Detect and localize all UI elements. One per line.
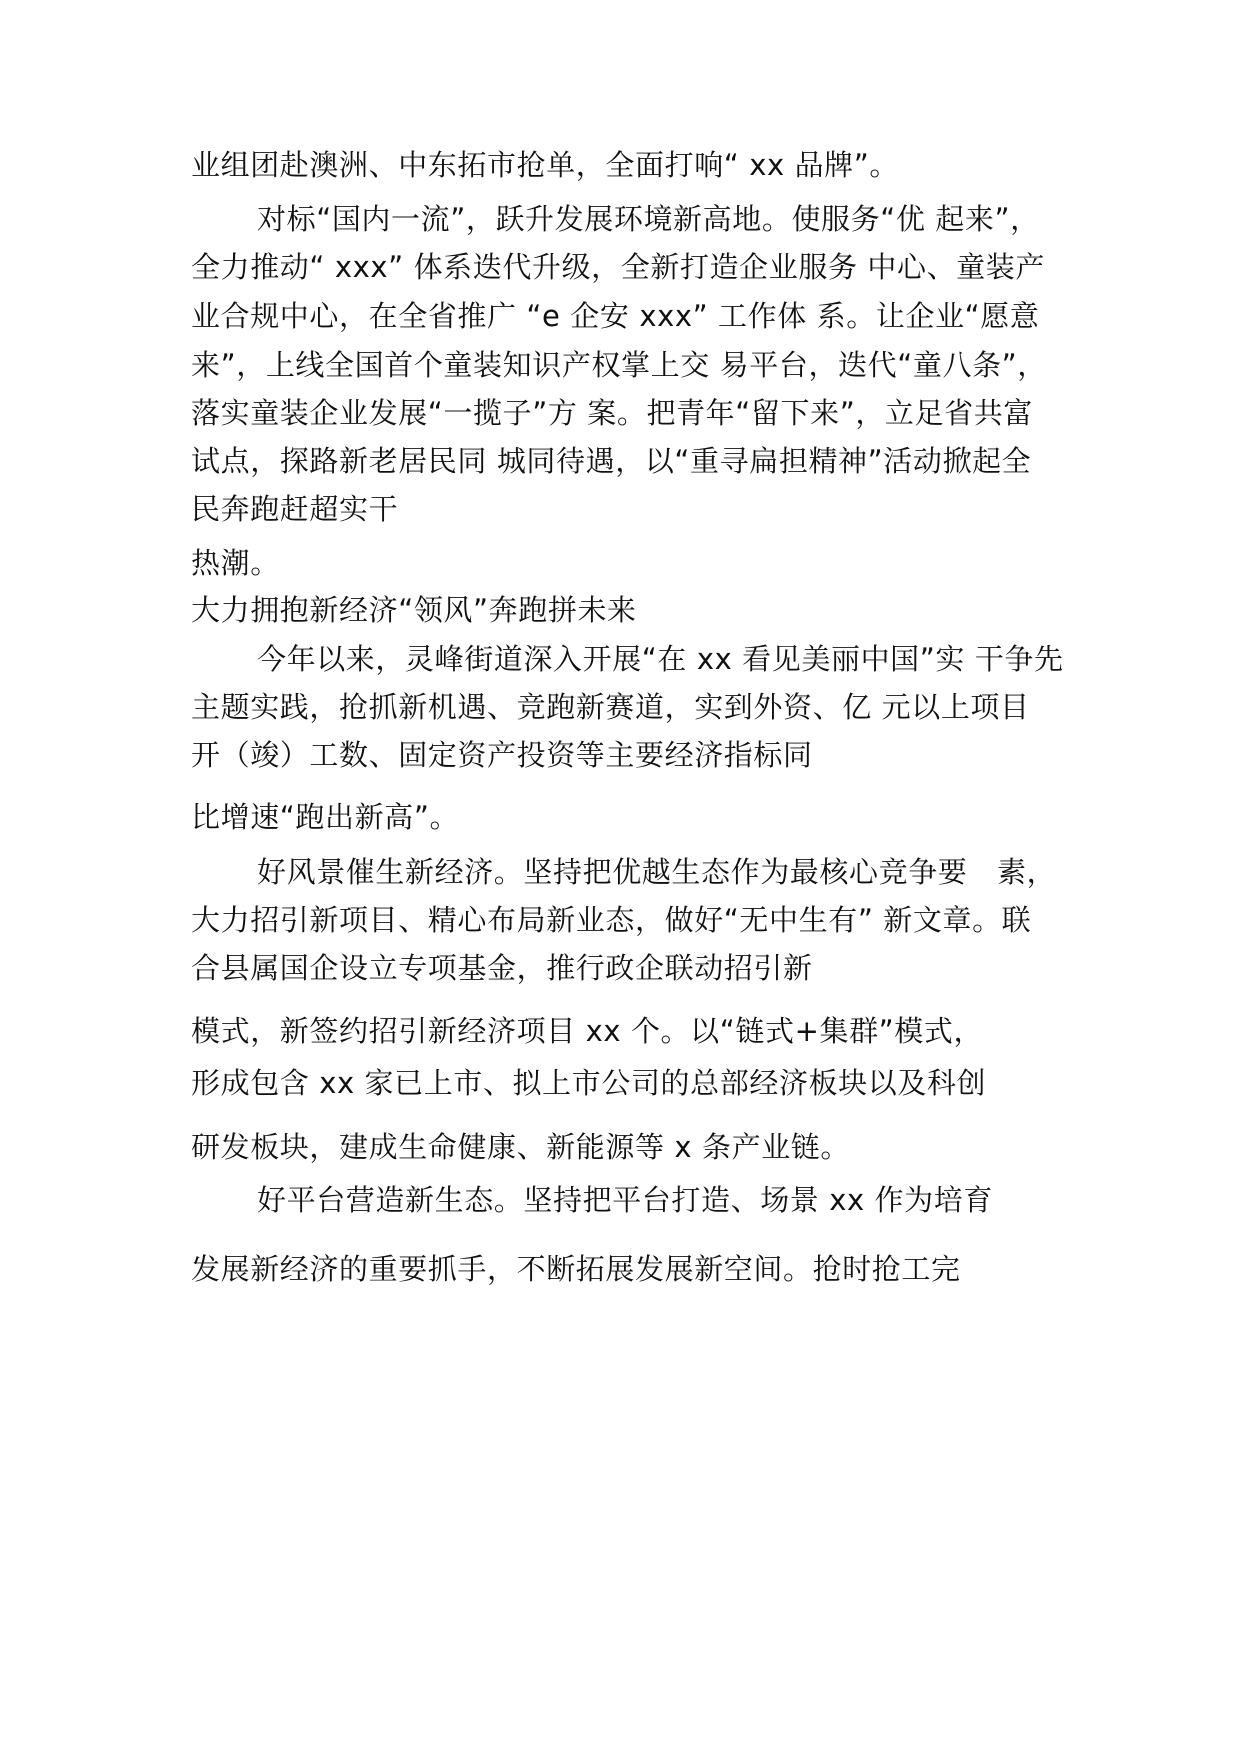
text-line-3: 全力推动“ xxx” 体系迭代升级，全新打造企业服务 中心、童装产 — [191, 250, 1045, 284]
text-line-22: 发展新经济的重要抓手，不断拓展发展新空间。抢时抢工完 — [191, 1252, 961, 1286]
section-heading: 大力拥抱新经济“领风”奔跑拼未来 — [191, 593, 637, 627]
text-line-20: 研发板块，建成生命健康、新能源等 x 条产业链。 — [191, 1130, 850, 1164]
text-line-16: 大力招引新项目、精心布局新业态，做好“无中生有” 新文章。联 — [191, 903, 1032, 937]
text-line-17: 合县属国企设立专项基金，推行政企联动招引新 — [191, 951, 813, 985]
text-line-13: 开（竣）工数、固定资产投资等主要经济指标同 — [191, 738, 813, 772]
text-line-11: 今年以来，灵峰街道深入开展“在 xx 看见美丽中国”实 干争先 — [257, 642, 1064, 676]
text-line-12: 主题实践，抢抓新机遇、竞跑新赛道，实到外资、亿 元以上项目 — [191, 690, 1030, 724]
text-line-19: 形成包含 xx 家已上市、拟上市公司的总部经济板块以及科创 — [191, 1066, 987, 1100]
text-line-5: 来”，上线全国首个童装知识产权掌上交 易平台，迭代“童八条”， — [191, 348, 1047, 382]
text-line-14: 比增速“跑出新高”。 — [191, 800, 460, 834]
text-line-18: 模式，新签约招引新经济项目 xx 个。以“链式+集群”模式， — [191, 1014, 984, 1048]
text-line-21: 好平台营造新生态。坚持把平台打造、场景 xx 作为培育 — [257, 1183, 993, 1217]
text-line-6: 落实童装企业发展“一揽子”方 案。把青年“留下来”，立足省共富 — [191, 396, 1033, 430]
text-line-8: 民奔跑赶超实干 — [191, 492, 399, 526]
text-line-4: 业合规中心，在全省推广 “e 企安 xxx” 工作体 系。让企业“愿意 — [191, 299, 1040, 333]
text-line-9: 热潮。 — [191, 546, 280, 580]
text-line-7: 试点，探路新老居民同 城同待遇，以“重寻扁担精神”活动掀起全 — [191, 444, 1032, 478]
text-line-2: 对标“国内一流”，跃升发展环境新高地。使服务“优 起来”， — [257, 202, 1040, 236]
text-line-1: 业组团赴澳洲、中东拓市抢单，全面打响“ xx 品牌”。 — [191, 148, 900, 182]
text-line-15: 好风景催生新经济。坚持把优越生态作为最核心竞争要 素， — [257, 855, 1057, 889]
